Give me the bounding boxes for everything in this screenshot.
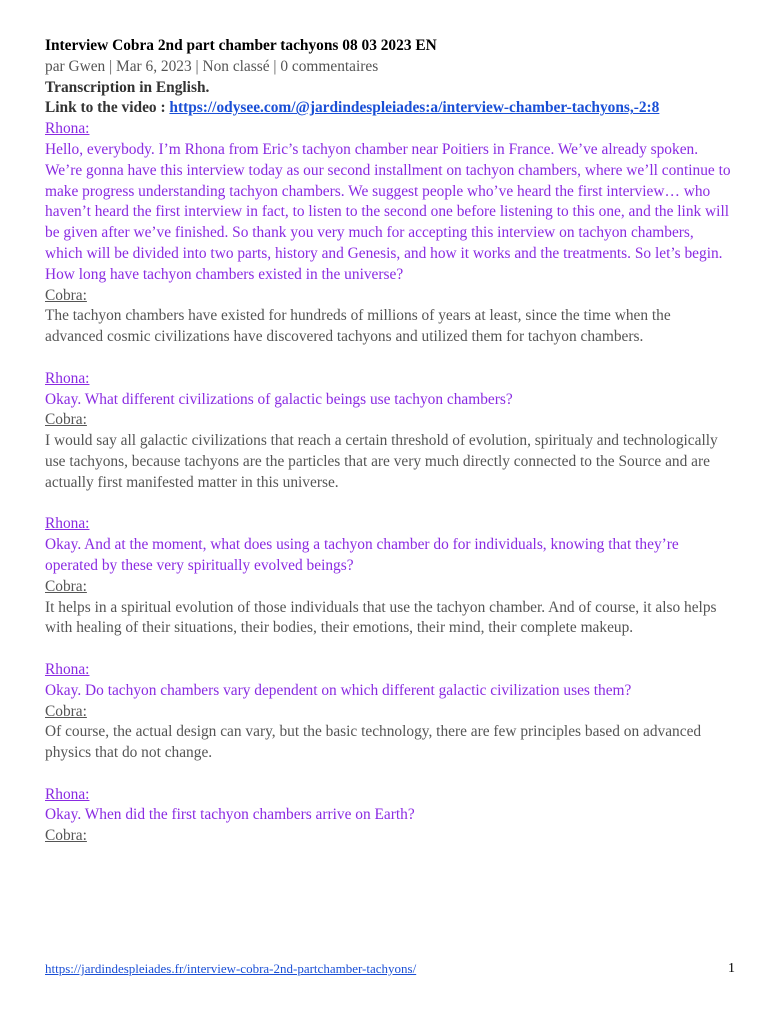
answer-text: Of course, the actual design can vary, but the basic technology, there are few principles based on advanced physics that do not change. xyxy=(45,723,702,762)
paragraph-gap xyxy=(45,764,731,785)
document-title: Interview Cobra 2nd part chamber tachyons 08 03 2023 EN xyxy=(45,37,437,54)
transcription-note: Transcription in English. xyxy=(45,78,210,96)
video-link-line xyxy=(45,98,731,119)
speaker-label: Cobra: xyxy=(45,702,87,720)
speaker-label: Rhona: xyxy=(45,785,90,803)
question-text: Okay. When did the first tachyon chambers arrive on Earth? xyxy=(45,806,415,824)
answer-text: It helps in a spiritual evolution of those individuals that use the tachyon chamber. And of course, it also helps with healing of their situations, their bodies, their emotions, their mind, their complete makeup. xyxy=(45,598,717,637)
answer-text: The tachyon chambers have existed for hundreds of millions of years at least, since the time when the advanced cosmic civilizations have discovered tachyons and utilized them for tachyon chambers. xyxy=(45,307,671,346)
speaker-label: Cobra: xyxy=(45,827,87,845)
post-meta: par Gwen | Mar 6, 2023 | Non classé | 0 commentaires xyxy=(45,57,379,75)
speaker-label: Rhona: xyxy=(45,369,90,387)
video-link-label: Link to the video : xyxy=(45,99,170,117)
speaker-label: Cobra: xyxy=(45,577,87,595)
question-text: Okay. What different civilizations of galactic beings use tachyon chambers? xyxy=(45,390,513,408)
question-text: Hello, everybody. I’m Rhona from Eric’s tachyon chamber near Poitiers in France. We’ve already spoken. We’re gonna have this interview today as our second installment on tachyon chambers, where we’ll continue to make progress understanding tachyon chambers. We suggest people who’ve heard the first interview… who haven’t heard the first interview in fact, to listen to the second one before listening to this one, and the link will be given after we’ve finished. So thank you very much for accepting this interview on tachyon chambers, which will be divided into two parts, history and Genesis, and how it works and the treatments. So let’s begin. How long have tachyon chambers existed in the universe? xyxy=(45,140,731,283)
answer-text: I would say all galactic civilizations that reach a certain threshold of evolution, spiritualy and technologically use tachyons, because tachyons are the particles that are very much directly connected to the Source and are actually first manifested matter in this universe. xyxy=(45,432,718,491)
page-footer xyxy=(45,960,735,978)
paragraph-gap xyxy=(45,639,731,660)
speaker-label: Rhona: xyxy=(45,660,90,678)
speaker-label: Cobra: xyxy=(45,286,87,304)
speaker-label: Rhona: xyxy=(45,120,90,138)
page-number: 1 xyxy=(728,961,735,976)
question-text: Okay. Do tachyon chambers vary dependent on which different galactic civilization uses them? xyxy=(45,681,632,699)
document-page xyxy=(45,36,731,847)
footer-url-link[interactable]: https://jardindespleiades.fr/interview-cobra-2nd-partchamber-tachyons/ xyxy=(45,961,417,976)
speaker-label: Rhona: xyxy=(45,515,90,533)
video-link[interactable]: https://odysee.com/@jardindespleiades:a/interview-chamber-tachyons,-2:8 xyxy=(169,99,660,117)
paragraph-gap xyxy=(45,494,731,515)
speaker-label: Cobra: xyxy=(45,411,87,429)
question-text: Okay. And at the moment, what does using a tachyon chamber do for individuals, knowing that they’re operated by these very spiritually evolved beings? xyxy=(45,536,679,574)
paragraph-gap xyxy=(45,348,731,369)
